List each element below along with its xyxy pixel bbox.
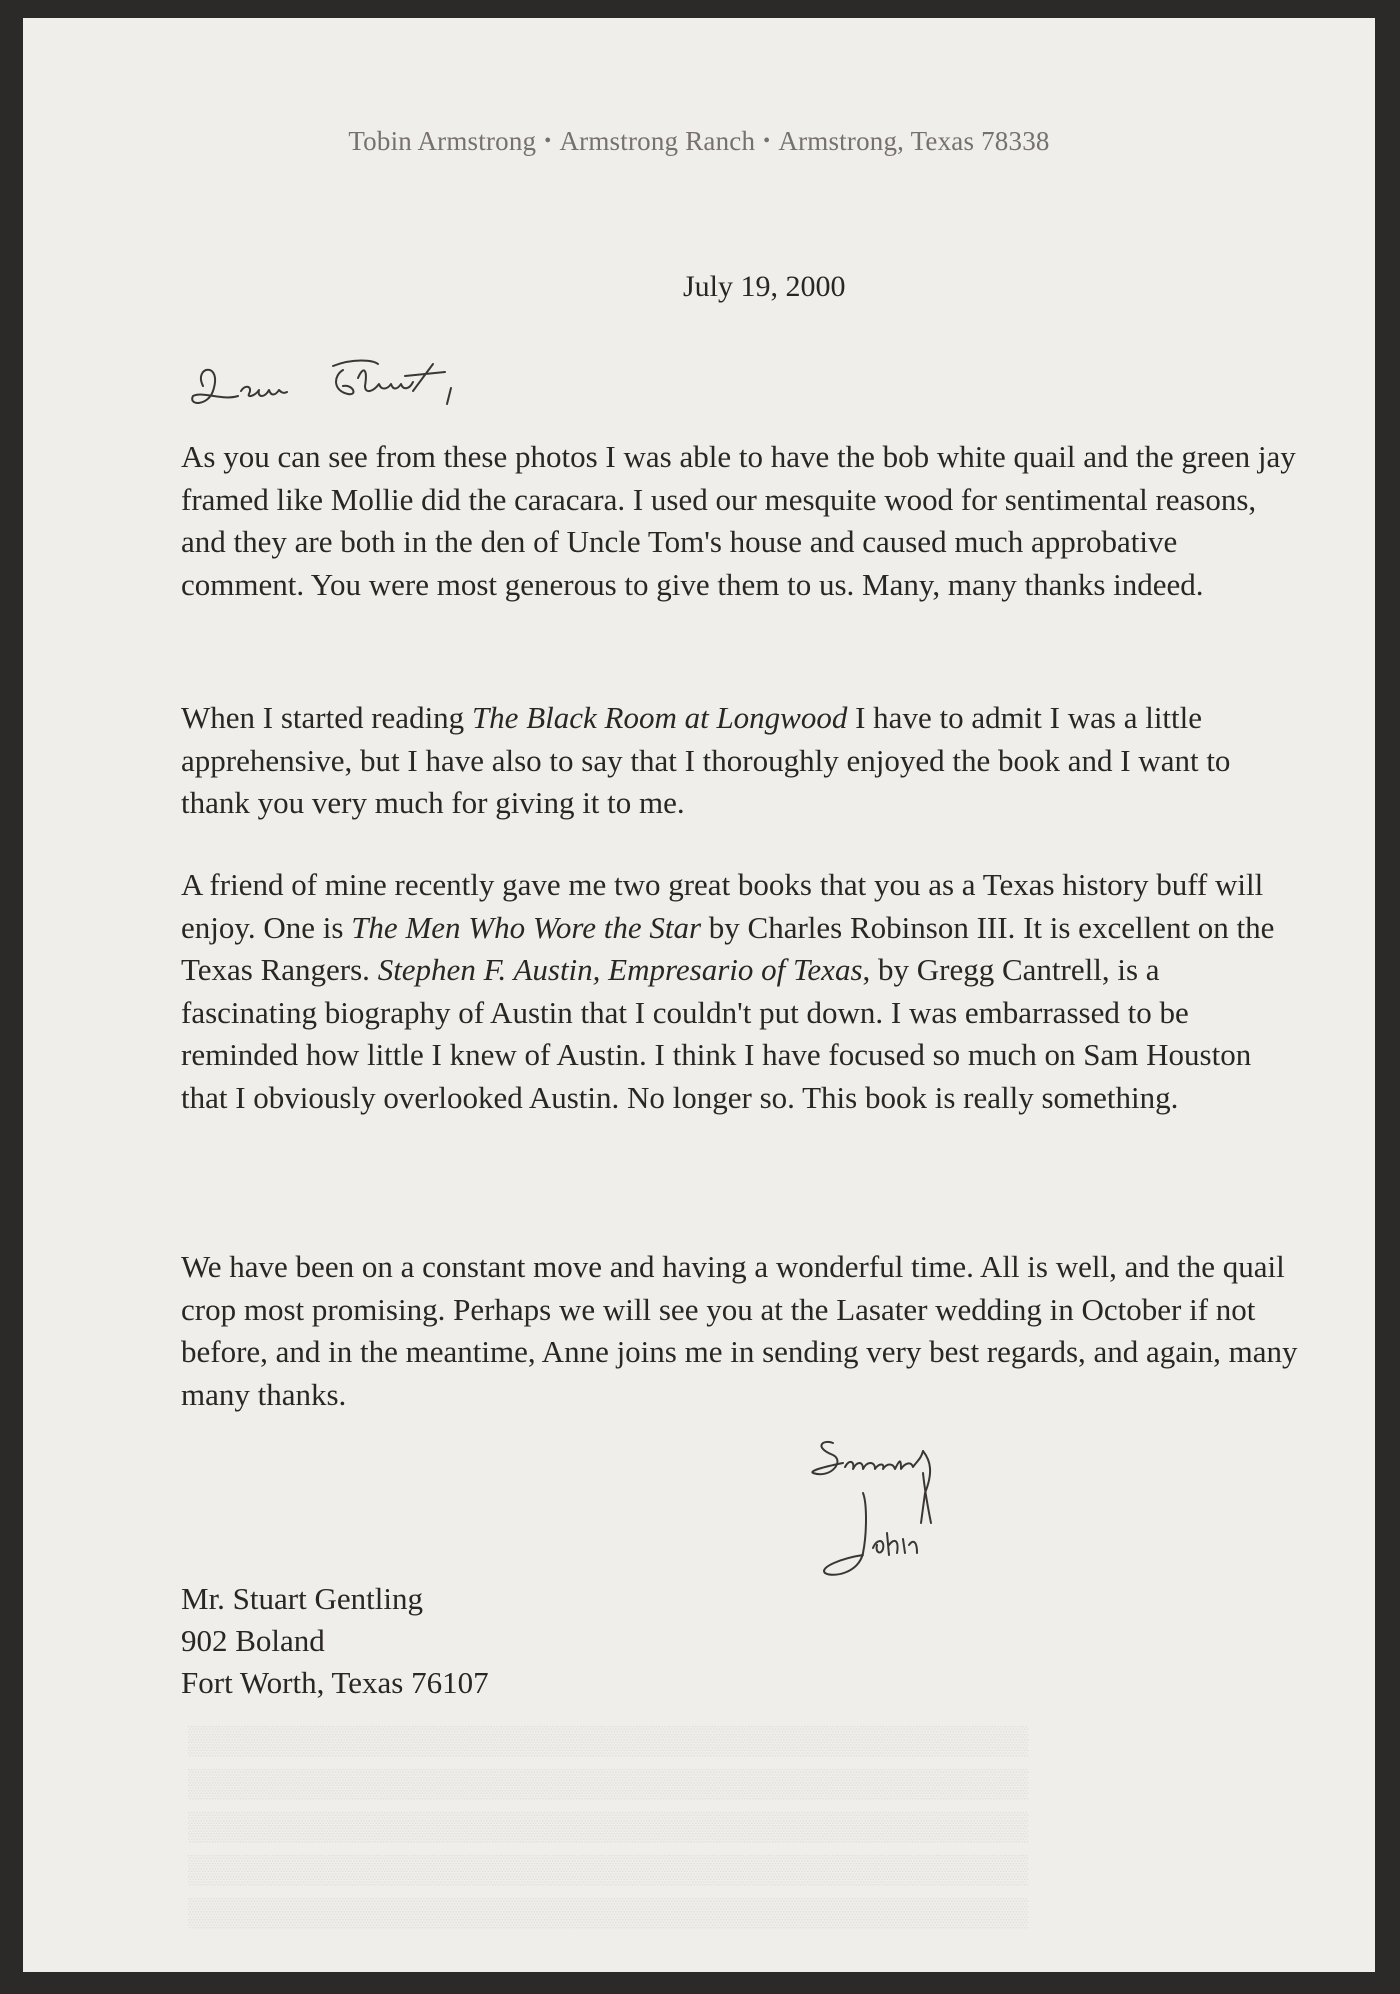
letterhead-ranch: Armstrong Ranch (559, 126, 756, 156)
signature-script-icon (783, 1433, 1103, 1613)
paragraph-text: A friend of mine recently gave me two great books that you as a Texas history buff will enjoy. One is (181, 867, 1264, 945)
paragraph-1 (181, 436, 1301, 606)
recipient-street: 902 Boland (181, 1623, 325, 1658)
bullet-separator: • (763, 130, 771, 152)
paragraph-4 (181, 1246, 1301, 1416)
show-through-text: ▒▒▒▒▒▒▒▒▒▒▒▒▒▒▒▒▒▒▒▒▒▒▒▒▒▒▒▒▒▒▒▒▒▒▒▒▒▒▒▒▒▒▒▒▒▒▒▒▒▒ ▒▒▒▒▒▒▒▒▒▒▒▒▒▒▒▒▒▒▒▒▒▒▒▒▒▒▒▒▒▒▒▒▒▒▒▒▒▒▒▒▒▒▒▒▒▒▒▒▒▒ ▒▒▒▒▒▒▒▒▒▒▒▒▒▒▒▒▒▒▒▒▒▒▒▒▒▒▒▒▒▒▒▒▒▒▒▒▒▒▒▒▒▒▒▒▒▒▒▒▒▒ ▒▒▒▒▒▒▒▒▒▒▒▒▒▒▒▒▒▒▒▒▒▒▒▒▒▒▒▒▒▒▒▒▒▒▒▒▒▒▒▒▒▒▒▒▒▒▒▒▒▒ ▒▒▒▒▒▒▒▒▒▒▒▒▒▒▒▒▒▒▒▒▒▒▒▒▒▒▒▒▒▒▒▒▒▒▒▒▒▒▒▒▒▒▒▒▒▒▒▒▒▒ (188, 1724, 1029, 1927)
letter-page (23, 18, 1375, 1972)
paragraph-text: As you can see from these photos I was able to have the bob white quail and the green jay framed like Mollie did the caracara. I used our mesquite wood for sentimental reasons, and they are both in the den of Uncle Tom's house and caused much approbative comment. You were most generous to give them to us. Many, many thanks indeed. (181, 439, 1296, 602)
book-title: The Men Who Wore the Star (351, 909, 702, 945)
handwritten-closing-signature (783, 1433, 1103, 1618)
paragraph-text: I have to admit I was a little apprehensive, but I have also to say that I thoroughly enjoyed the book and I want to thank you very much for giving it to me. (181, 700, 1231, 820)
handwritten-salutation (183, 346, 483, 431)
letterhead (23, 126, 1375, 157)
letter-date: July 19, 2000 (683, 270, 846, 303)
paragraph-text: , by Gregg Cantrell, is a fascinating biography of Austin that I couldn't put down. I was embarrassed to be reminded how little I knew of Austin. I think I have focused so much on Sam Houston that I obviously overlooked Austin. No longer so. This book is really something. (181, 952, 1252, 1115)
paragraph-text: When I started reading (181, 700, 472, 735)
paragraph-2 (181, 697, 1301, 825)
bullet-separator: • (544, 130, 552, 152)
book-title: The Black Room at Longwood (471, 700, 848, 735)
paragraph-3 (181, 864, 1301, 1119)
paragraph-text: We have been on a constant move and having a wonderful time. All is well, and the quail crop most promising. Perhaps we will see you at the Lasater wedding in October if not before, and in the meantime, Anne joins me in sending very best regards, and again, many many thanks. (181, 1249, 1298, 1412)
book-title: Stephen F. Austin, Empresario of Texas (377, 952, 863, 987)
recipient-address (181, 1578, 489, 1704)
letterhead-name: Tobin Armstrong (348, 126, 537, 156)
paragraph-text: by Charles Robinson III. It is excellent on the Texas Rangers. (181, 909, 1275, 987)
recipient-name: Mr. Stuart Gentling (181, 1581, 423, 1616)
letterhead-location: Armstrong, Texas 78338 (778, 126, 1050, 156)
recipient-city-state-zip: Fort Worth, Texas 76107 (181, 1665, 489, 1700)
salutation-script-icon (183, 346, 483, 426)
